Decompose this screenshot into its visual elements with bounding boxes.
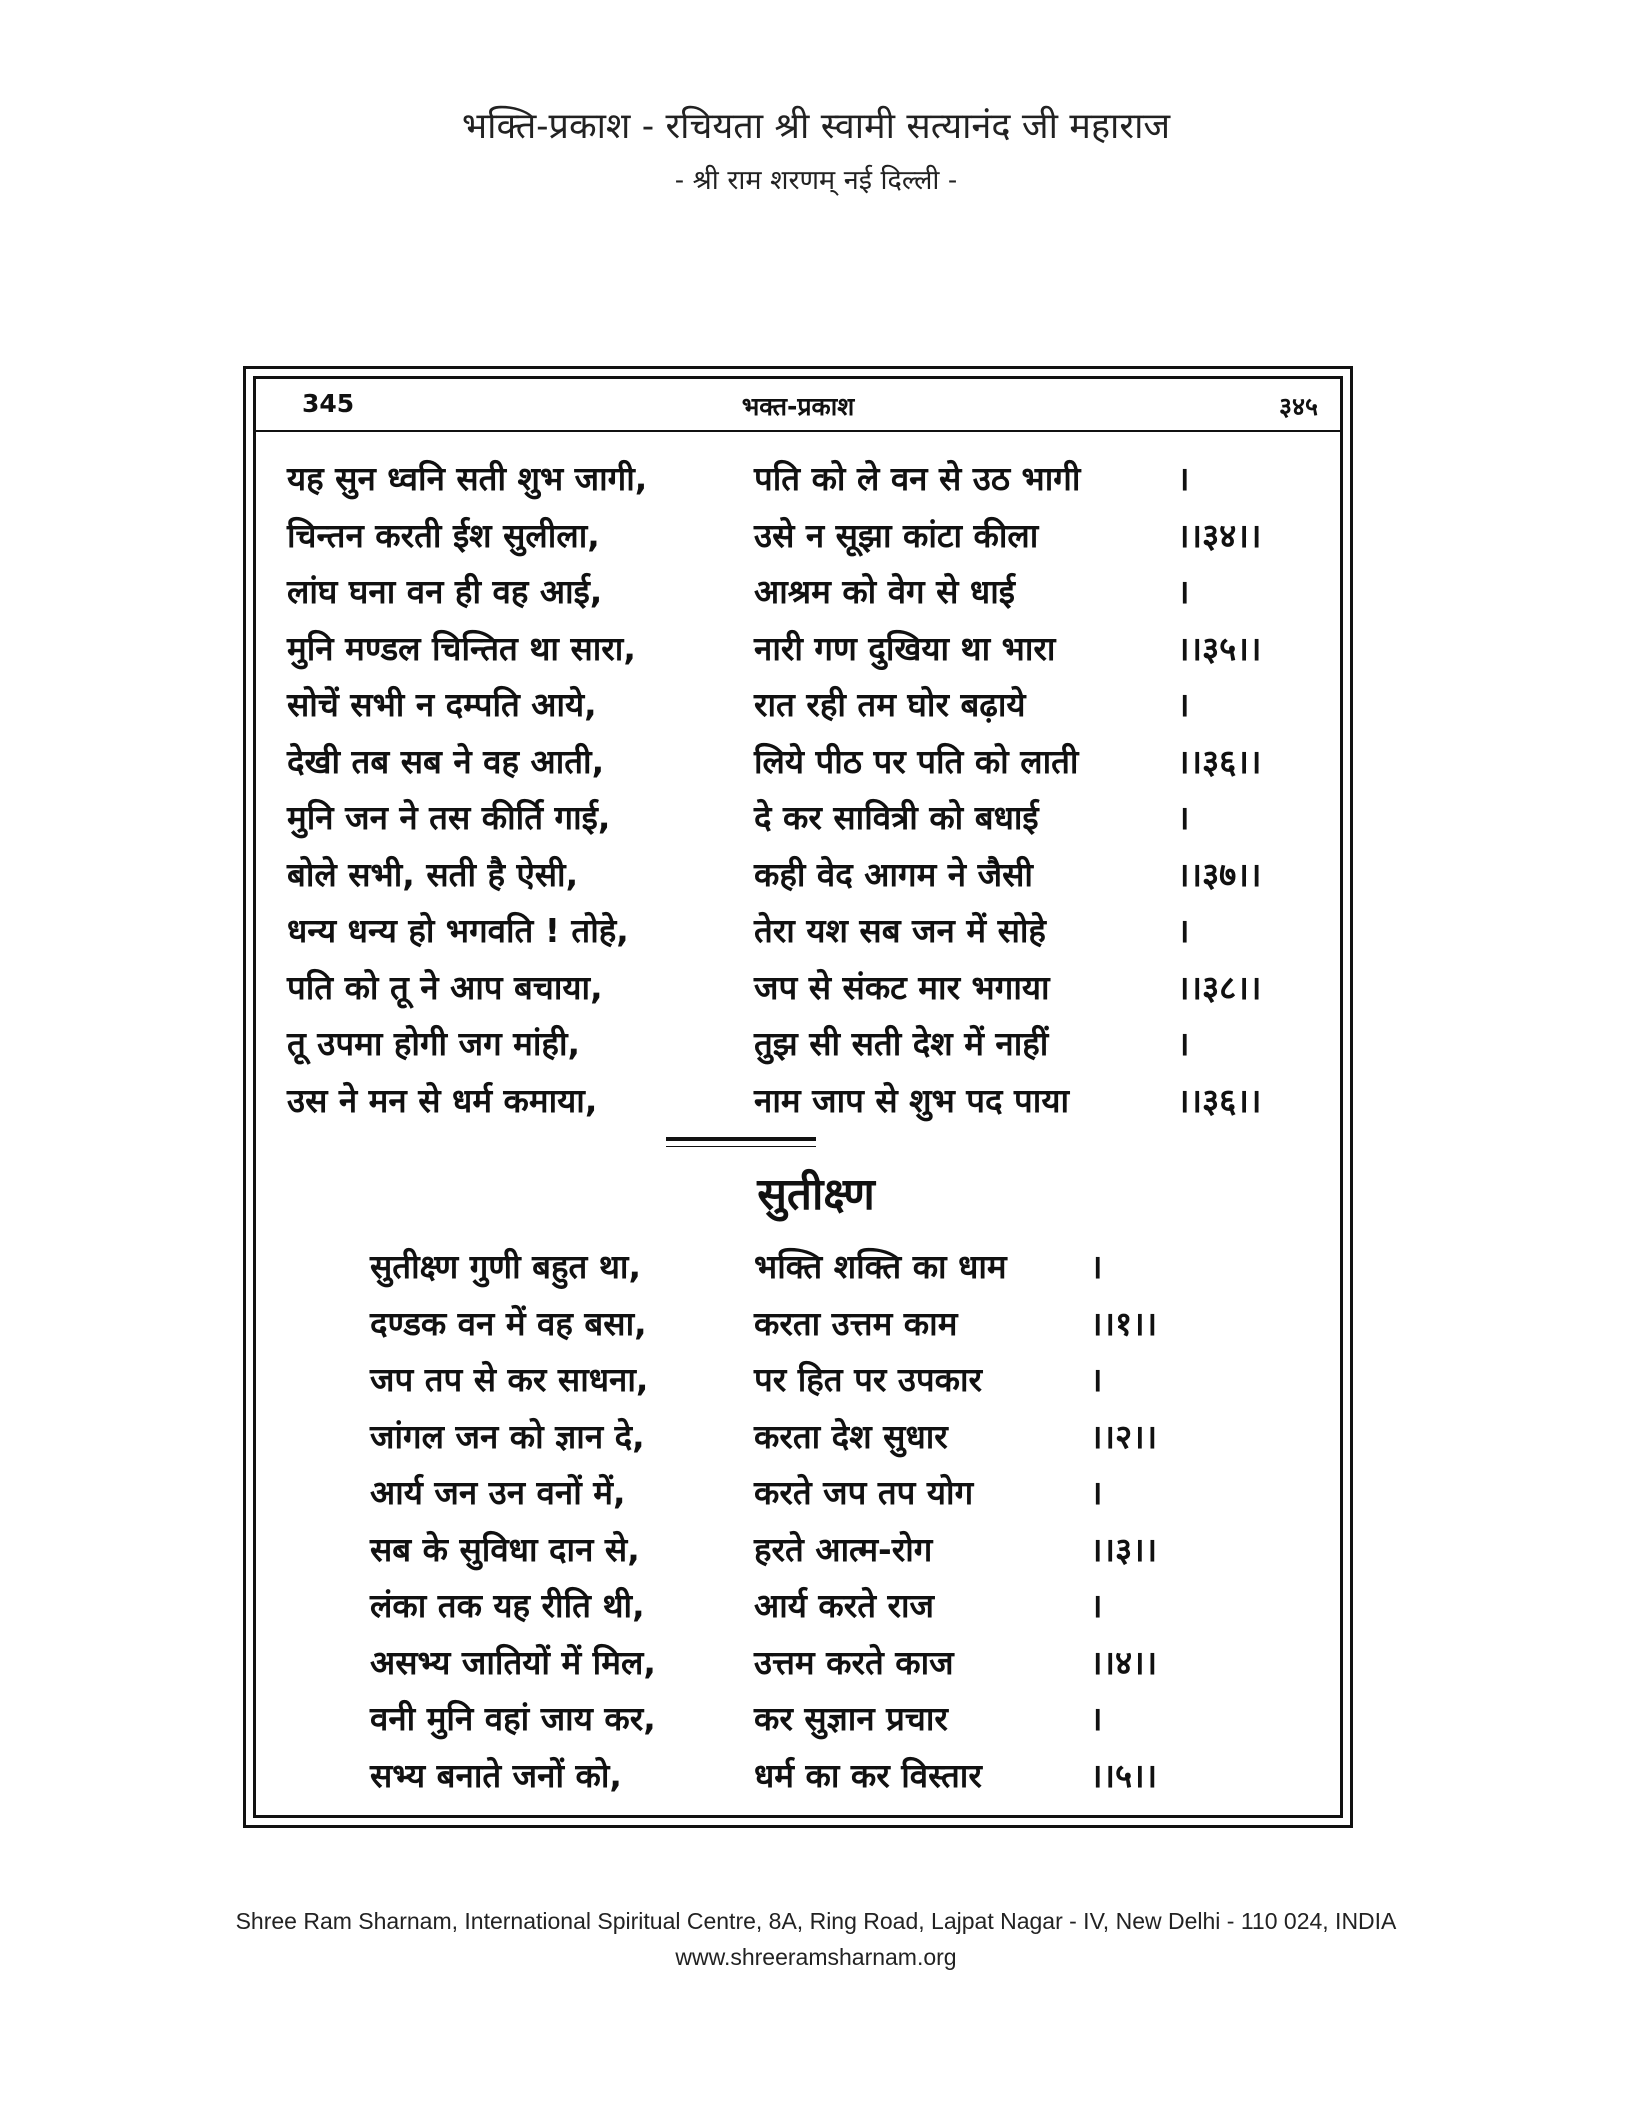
verse-first-half: चिन्तन करती ईश सुलीला, [287,515,600,555]
verse-second-half: उत्तम करते काज [754,1642,954,1682]
verse-second-half: जप से संकट मार भगाया [754,967,1050,1007]
page-heading: भक्त-प्रकाश [741,392,855,421]
verse-first-half: मुनि मण्डल चिन्तित था सारा, [287,628,636,668]
verse-number: । [1177,911,1190,950]
verse-number: ।।३६।। [1177,741,1262,781]
verse-number: । [1177,685,1190,724]
verse-first-half: आर्य जन उन वनों में, [370,1473,626,1512]
header-rule [256,430,1340,432]
page-number-devanagari: ३४५ [1278,392,1318,421]
verse-second-half: करता उत्तम काम [754,1303,958,1343]
verse-number: ।।३६।। [1177,1080,1262,1120]
verse-number: । [1177,572,1190,611]
verse-line [370,1413,1300,1465]
verse-number: ।।४।। [1090,1642,1158,1682]
verse-number: । [1090,1360,1103,1399]
verse-second-half: नारी गण दुखिया था भारा [754,628,1056,668]
verse-first-half: जांगल जन को ज्ञान दे, [370,1416,645,1456]
verse-number: ।।३७।। [1177,854,1262,894]
verse-second-half: आर्य करते राज [754,1586,935,1625]
verse-line [287,964,1327,1016]
verse-second-half: करते जप तप योग [754,1473,974,1512]
verse-line [370,1356,1300,1408]
verse-number: ।।१।। [1090,1303,1158,1343]
verse-line [287,455,1327,507]
verse-line [287,907,1327,959]
verse-first-half: सभ्य बनाते जनों को, [370,1755,622,1795]
verse-number: । [1177,459,1190,498]
verse-second-half: पति को ले वन से उठ भागी [754,459,1081,498]
verse-number: ।।३।। [1090,1529,1158,1569]
verse-number: ।।३५।। [1177,628,1262,668]
verse-line [287,512,1327,564]
verse-number: । [1177,798,1190,837]
verse-first-half: मुनि जन ने तस कीर्ति गाई, [287,798,611,837]
verse-number: । [1090,1473,1103,1512]
section-title: सुतीक्ष्ण [757,1169,875,1220]
verse-first-half: यह सुन ध्वनि सती शुभ जागी, [287,459,648,498]
section-divider [666,1137,816,1141]
verse-number: । [1177,1024,1190,1063]
verse-first-half: लंका तक यह रीति थी, [370,1586,645,1625]
verse-line [370,1526,1300,1578]
verse-line [287,851,1327,903]
verse-first-half: सोचें सभी न दम्पति आये, [287,685,597,724]
verse-second-half: उसे न सूझा कांटा कीला [754,515,1039,555]
verse-second-half: करता देश सुधार [754,1416,948,1456]
verse-second-half: लिये पीठ पर पति को लाती [754,741,1079,781]
section-divider-thin [666,1146,816,1147]
page-header [256,383,1340,431]
verse-number: ।।३४।। [1177,515,1262,555]
verse-first-half: तू उपमा होगी जग मांही, [287,1024,581,1063]
verse-line [370,1300,1300,1352]
verse-line [370,1695,1300,1747]
verse-line [287,794,1327,846]
footer-website: www.shreeramsharnam.org [675,1944,957,1970]
verse-first-half: सुतीक्ष्ण गुणी बहुत था, [370,1247,642,1286]
verse-number: । [1090,1699,1103,1738]
verse-second-half: कर सुज्ञान प्रचार [754,1699,948,1738]
verse-line [287,681,1327,733]
footer-address: Shree Ram Sharnam, International Spiritual Centre, 8A, Ring Road, Lajpat Nagar - IV, New Delhi - 110 024, INDIA [235,1908,1397,1934]
verse-line [287,738,1327,790]
verse-first-half: दण्डक वन में वह बसा, [370,1303,647,1343]
verse-first-half: जप तप से कर साधना, [370,1360,649,1399]
verse-second-half: धर्म का कर विस्तार [754,1755,982,1795]
verse-number: ।।३८।। [1177,967,1262,1007]
verse-first-half: बोले सभी, सती है ऐसी, [287,854,579,894]
verse-number: । [1090,1247,1103,1286]
verse-second-half: हरते आत्म-रोग [754,1529,933,1569]
verse-line [370,1469,1300,1521]
verse-second-half: आश्रम को वेग से धाई [754,572,1015,611]
verse-first-half: उस ने मन से धर्म कमाया, [287,1080,598,1120]
verse-first-half: वनी मुनि वहां जाय कर, [370,1699,656,1738]
verse-line [287,568,1327,620]
verse-line [287,625,1327,677]
verse-second-half: तेरा यश सब जन में सोहे [754,911,1046,950]
verse-second-half: तुझ सी सती देश में नाहीं [754,1024,1049,1063]
verse-line [370,1639,1300,1691]
document-subtitle: - श्री राम शरणम् नई दिल्ली - [674,165,958,196]
verse-second-half: पर हित पर उपकार [754,1360,983,1399]
verse-first-half: सब के सुविधा दान से, [370,1529,640,1569]
verse-line [370,1582,1300,1634]
verse-first-half: लांघ घना वन ही वह आई, [287,572,603,611]
page-number-latin: 345 [302,389,355,418]
verse-second-half: नाम जाप से शुभ पद पाया [754,1080,1070,1120]
verse-first-half: पति को तू ने आप बचाया, [287,967,603,1007]
verse-line [370,1243,1300,1295]
document-title: भक्ति-प्रकाश - रचियता श्री स्वामी सत्यानंद जी महाराज [461,106,1171,147]
verse-second-half: दे कर सावित्री को बधाई [754,798,1039,837]
verse-second-half: भक्ति शक्ति का धाम [754,1247,1007,1286]
verse-line [287,1020,1327,1072]
verse-line [370,1752,1300,1804]
verse-number: ।।२।। [1090,1416,1158,1456]
verse-line [287,1077,1327,1129]
verse-number: । [1090,1586,1103,1625]
verse-first-half: असभ्य जातियों में मिल, [370,1642,656,1682]
verse-first-half: धन्य धन्य हो भगवति ! तोहे, [287,911,629,950]
verse-first-half: देखी तब सब ने वह आती, [287,741,605,781]
verse-second-half: कही वेद आगम ने जैसी [754,854,1033,894]
verse-number: ।।५।। [1090,1755,1158,1795]
verse-second-half: रात रही तम घोर बढ़ाये [754,685,1026,724]
